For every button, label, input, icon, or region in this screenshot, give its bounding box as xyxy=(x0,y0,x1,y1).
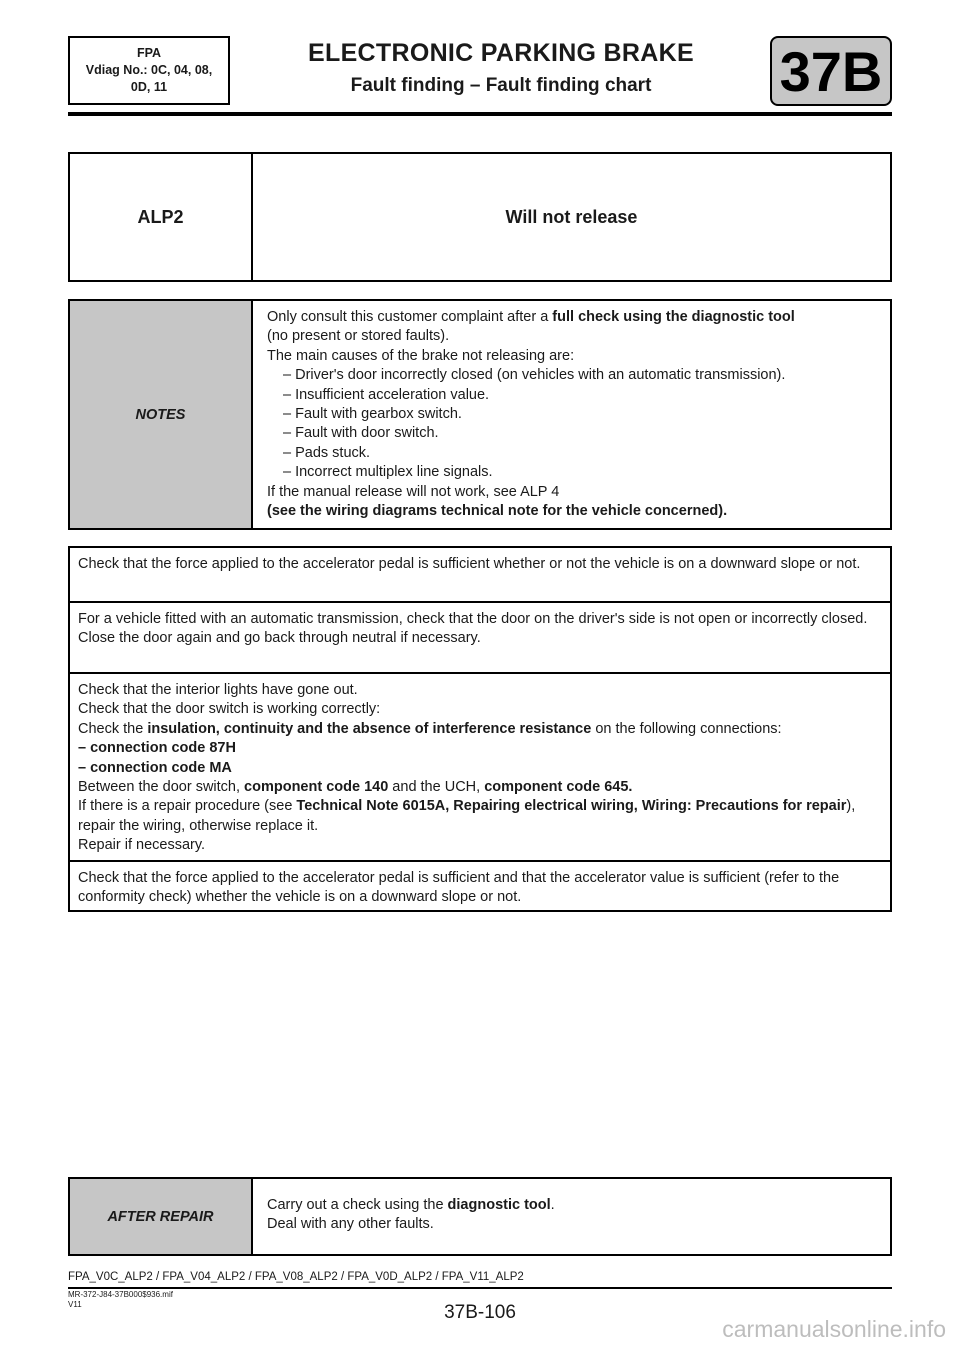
cause-item: – Fault with door switch. xyxy=(283,425,439,442)
after-repair-text: . xyxy=(550,1197,555,1213)
header-rule xyxy=(68,112,892,116)
check-text: Close the door again and go back through neutral if necessary. xyxy=(78,630,481,647)
notes-intro-text: Only consult this customer complaint after a xyxy=(267,309,553,325)
alp-header-table xyxy=(68,152,892,282)
after-repair-label: AFTER REPAIR xyxy=(70,1179,253,1254)
check-text: For a vehicle fitted with an automatic transmission, check that the door on the driver's side is not open or incorrectly closed. xyxy=(78,611,868,627)
notes-wiring xyxy=(267,502,876,521)
footer-rule xyxy=(68,1287,892,1289)
after-repair-bold: diagnostic tool xyxy=(447,1197,551,1213)
check-text-part: Between the door switch, xyxy=(78,779,245,796)
check-row xyxy=(70,674,890,862)
vdiag-line: FPA xyxy=(136,46,162,60)
mif-file: MR-372-J84-37B000$936.mif xyxy=(68,1290,173,1299)
vdiag-box xyxy=(68,36,230,105)
after-repair-text: Carry out a check using the xyxy=(267,1197,448,1213)
page-number: 37B-106 xyxy=(444,1302,516,1323)
cause-item: – Insufficient acceleration value. xyxy=(283,386,490,403)
notes-table xyxy=(68,299,892,530)
connection-item xyxy=(78,759,882,778)
check-text-part: ), repair the wiring, otherwise replace it. xyxy=(78,798,856,834)
watermark: carmanualsonline.info xyxy=(722,1316,946,1342)
notes-label: NOTES xyxy=(70,301,253,528)
check-text: Check that the force applied to the accelerator pedal is sufficient and that the accelerator value is sufficient (refer to the conformity check) whether the vehicle is on a downward slope or not. xyxy=(78,870,840,906)
after-repair-line xyxy=(267,1196,876,1215)
check-text: Repair if necessary. xyxy=(78,837,206,854)
alp-title: Will not release xyxy=(505,206,638,227)
notes-line: The main causes of the brake not releasing are: xyxy=(267,347,575,364)
checks-table xyxy=(68,546,892,912)
check-text-part: Check the xyxy=(78,720,148,737)
notes-wiring-bold: (see the wiring diagrams technical note for the vehicle concerned). xyxy=(267,503,728,520)
check-text xyxy=(78,797,882,836)
check-text xyxy=(78,778,882,797)
notes-intro xyxy=(267,308,876,327)
subtitle: Fault finding – Fault finding chart xyxy=(350,75,652,96)
footer-refs: FPA_V0C_ALP2 / FPA_V04_ALP2 / FPA_V08_ALP2 / FPA_V0D_ALP2 / FPA_V11_ALP2 xyxy=(68,1271,524,1283)
cause-item: – Incorrect multiplex line signals. xyxy=(283,464,493,481)
after-repair-table xyxy=(68,1177,892,1256)
cause-item: – Fault with gearbox switch. xyxy=(283,406,462,423)
version: V11 xyxy=(68,1300,82,1309)
notes-line: (no present or stored faults). xyxy=(267,328,450,345)
after-repair-body xyxy=(253,1179,890,1254)
notes-intro-bold: full check using the diagnostic tool xyxy=(552,309,795,325)
connection-code: – connection code 87H xyxy=(78,740,236,757)
cause-item: – Pads stuck. xyxy=(283,444,371,461)
cause-item: – Driver's door incorrectly closed (on vehicles with an automatic transmission). xyxy=(283,367,786,384)
technical-note-ref: Technical Note 6015A, Repairing electrical wiring, Wiring: Precautions for repair xyxy=(296,798,847,815)
check-row xyxy=(70,603,890,674)
check-text-bold: insulation, continuity and the absence of interference resistance xyxy=(147,720,592,737)
check-text-part: and the UCH, xyxy=(388,779,485,796)
alp-code: ALP2 xyxy=(70,154,253,280)
vdiag-line: Vdiag No.: 0C, 04, 08, xyxy=(85,63,213,77)
connection-code: – connection code MA xyxy=(78,759,232,776)
notes-body xyxy=(253,301,890,528)
check-row xyxy=(70,548,890,603)
section-code-badge: 37B xyxy=(770,36,892,106)
check-text: Check that the force applied to the accelerator pedal is sufficient whether or not the vehicle is on a downward slope or not. xyxy=(78,556,861,572)
component-code: component code 140 xyxy=(244,779,389,796)
check-row xyxy=(70,862,890,916)
vdiag-line: 0D, 11 xyxy=(130,80,168,94)
after-repair-line: Deal with any other faults. xyxy=(267,1216,434,1233)
check-text xyxy=(78,720,882,739)
check-text: Check that the interior lights have gone out. xyxy=(78,682,358,698)
check-text-part: If there is a repair procedure (see xyxy=(78,798,297,815)
check-text-part: on the following connections: xyxy=(591,720,782,737)
main-title: ELECTRONIC PARKING BRAKE xyxy=(308,39,694,67)
connection-item xyxy=(78,739,882,758)
notes-line: If the manual release will not work, see ALP 4 xyxy=(267,483,560,500)
check-text: Check that the door switch is working correctly: xyxy=(78,701,381,718)
component-code: component code 645. xyxy=(484,779,633,796)
page-title xyxy=(240,36,762,101)
